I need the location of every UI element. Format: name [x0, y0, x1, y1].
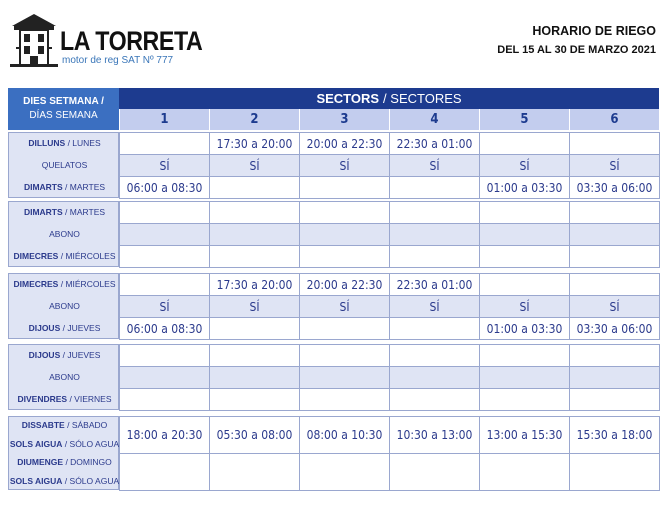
- day-label-ca: DIJOUS: [28, 323, 61, 333]
- schedule-cell: [209, 344, 300, 367]
- schedule-title: HORARIO DE RIEGO: [532, 24, 656, 38]
- day-label: [9, 182, 120, 192]
- schedule-cell: SÍ: [299, 295, 390, 318]
- schedule-cell: [569, 273, 660, 296]
- schedule-cell: SÍ: [479, 295, 570, 318]
- tower-icon: [8, 12, 60, 68]
- schedule-cell: [479, 245, 570, 268]
- day-label-es: ABONO: [49, 372, 80, 382]
- schedule-cell: [569, 132, 660, 155]
- sectors-header-ca: SECTORS: [316, 91, 380, 106]
- schedule-cell: [209, 201, 300, 224]
- day-label: [9, 372, 120, 382]
- day-label: [9, 439, 120, 449]
- schedule-cell: SÍ: [569, 295, 660, 318]
- day-label-es: / SÓLO AGUA: [62, 438, 120, 449]
- schedule-cell: [209, 388, 300, 411]
- schedule-cell: [479, 201, 570, 224]
- schedule-cell: 15:30 a 18:00: [569, 416, 660, 454]
- schedule-dates: DEL 15 AL 30 DE MARZO 2021: [497, 44, 656, 56]
- schedule-cell: 05:30 a 08:00: [209, 416, 300, 454]
- schedule-cell: [479, 344, 570, 367]
- schedule-cell: SÍ: [389, 154, 480, 177]
- schedule-cell: [119, 344, 210, 367]
- schedule-cell: 20:00 a 22:30: [299, 273, 390, 296]
- schedule-cell: [389, 223, 480, 246]
- schedule-cell: [389, 176, 480, 199]
- schedule-cell: [479, 223, 570, 246]
- day-label-es: / JUEVES: [60, 323, 101, 333]
- day-label-ca: DIUMENGE: [17, 457, 64, 468]
- schedule-cell: [389, 245, 480, 268]
- schedule-cell: [389, 453, 480, 491]
- schedule-cell: [389, 388, 480, 411]
- schedule-cell: [209, 223, 300, 246]
- schedule-cell: 13:00 a 15:30: [479, 416, 570, 454]
- schedule-cell: 10:30 a 13:00: [389, 416, 480, 454]
- day-labels-block: [8, 416, 119, 490]
- schedule-cell: [299, 245, 390, 268]
- schedule-cell: 06:00 a 08:30: [119, 317, 210, 340]
- schedule-cell: [389, 366, 480, 389]
- schedule-cell: [389, 344, 480, 367]
- schedule-cell: [569, 366, 660, 389]
- schedule-cell: 18:00 a 20:30: [119, 416, 210, 454]
- schedule-cell: [209, 245, 300, 268]
- schedule-cell: 03:30 a 06:00: [569, 317, 660, 340]
- day-label-es: / MARTES: [62, 207, 106, 217]
- day-label-ca: DIMECRES: [13, 251, 59, 261]
- sector-number-5: 5: [479, 109, 569, 130]
- schedule-cell: SÍ: [479, 154, 570, 177]
- day-labels-block: [8, 201, 119, 267]
- days-header: [8, 88, 119, 130]
- schedule-cell: [569, 245, 660, 268]
- day-label-es: / MARTES: [62, 182, 106, 192]
- schedule-cell: [569, 388, 660, 411]
- day-label-es: / SÁBADO: [64, 420, 108, 431]
- schedule-cell: [299, 388, 390, 411]
- sector-number-2: 2: [209, 109, 299, 130]
- schedule-cell: [389, 201, 480, 224]
- days-header-es: DÍAS SEMANA: [29, 110, 98, 121]
- schedule-cell: [479, 388, 570, 411]
- schedule-cell: 22:30 a 01:00: [389, 273, 480, 296]
- schedule-cell: [479, 366, 570, 389]
- schedule-cell: [479, 273, 570, 296]
- schedule-cell: SÍ: [119, 295, 210, 318]
- schedule-cell: [299, 317, 390, 340]
- schedule-cell: [299, 344, 390, 367]
- sector-number-3: 3: [299, 109, 389, 130]
- day-label-es: / VIERNES: [67, 394, 112, 404]
- schedule-cell: [119, 245, 210, 268]
- schedule-cell: [209, 317, 300, 340]
- day-labels-block: [8, 344, 119, 410]
- schedule-cell: SÍ: [299, 154, 390, 177]
- schedule-cell: 01:00 a 03:30: [479, 176, 570, 199]
- day-label: [9, 160, 120, 170]
- schedule-cell: [299, 201, 390, 224]
- schedule-cell: SÍ: [569, 154, 660, 177]
- day-label: [9, 229, 120, 239]
- schedule-cell: [119, 223, 210, 246]
- day-label-es: / MIÉRCOLES: [58, 279, 116, 289]
- sector-number-6: 6: [569, 109, 659, 130]
- day-label-ca: DILLUNS: [28, 138, 66, 148]
- day-label: [9, 279, 120, 289]
- day-label-ca: DIJOUS: [28, 350, 61, 360]
- day-labels-block: [8, 132, 119, 198]
- day-label: [9, 138, 120, 148]
- schedule-cell: [569, 344, 660, 367]
- schedule-cell: [299, 223, 390, 246]
- brand-name: LA TORRETA: [60, 26, 203, 56]
- day-label: [9, 394, 120, 404]
- day-label: [9, 301, 120, 311]
- sectors-header-es: / SECTORES: [383, 91, 462, 106]
- day-label-ca: SOLS AIGUA: [9, 438, 63, 449]
- schedule-cell: 17:30 a 20:00: [209, 132, 300, 155]
- day-label-es: ABONO: [49, 229, 80, 239]
- day-label-es: / JUEVES: [60, 350, 101, 360]
- days-header-ca: DIES SETMANA /: [23, 96, 104, 107]
- day-label: [9, 251, 120, 261]
- schedule-cell: 08:00 a 10:30: [299, 416, 390, 454]
- schedule-cell: [119, 388, 210, 411]
- schedule-cell: 20:00 a 22:30: [299, 132, 390, 155]
- day-label: [9, 420, 120, 430]
- schedule-cell: SÍ: [389, 295, 480, 318]
- schedule-cell: [119, 273, 210, 296]
- day-label-es: / MIÉRCOLES: [58, 251, 116, 261]
- schedule-cell: [209, 176, 300, 199]
- day-label-ca: DIMARTS: [23, 182, 63, 192]
- sector-number-1: 1: [119, 109, 209, 130]
- schedule-header: [497, 23, 656, 58]
- day-label-ca: DIMARTS: [23, 207, 63, 217]
- schedule-cell: SÍ: [119, 154, 210, 177]
- schedule-cell: [209, 453, 300, 491]
- day-label-es: / DOMINGO: [63, 457, 112, 468]
- day-label-ca: DIVENDRES: [17, 394, 68, 404]
- schedule-cell: [479, 453, 570, 491]
- schedule-cell: [299, 366, 390, 389]
- day-label: [9, 350, 120, 360]
- day-label-ca: DIMECRES: [13, 279, 59, 289]
- sectors-header: [119, 88, 659, 109]
- day-label-es: ABONO: [49, 301, 80, 311]
- schedule-cell: SÍ: [209, 154, 300, 177]
- schedule-cell: 17:30 a 20:00: [209, 273, 300, 296]
- schedule-cell: 06:00 a 08:30: [119, 176, 210, 199]
- schedule-cell: [569, 201, 660, 224]
- logo: [8, 12, 203, 68]
- brand-subtitle: motor de reg SAT Nº 777: [62, 55, 174, 66]
- day-label-es: / LUNES: [65, 138, 101, 148]
- day-labels-block: [8, 273, 119, 339]
- schedule-cell: [119, 132, 210, 155]
- day-label: [9, 323, 120, 333]
- day-label-ca: DISSABTE: [21, 420, 65, 431]
- day-label-es: / SÓLO AGUA: [62, 475, 120, 486]
- schedule-cell: [119, 453, 210, 491]
- schedule-cell: [119, 366, 210, 389]
- schedule-cell: 22:30 a 01:00: [389, 132, 480, 155]
- schedule-cell: [209, 366, 300, 389]
- day-label: [9, 476, 120, 486]
- schedule-cell: [299, 176, 390, 199]
- schedule-cell: SÍ: [209, 295, 300, 318]
- schedule-cell: 01:00 a 03:30: [479, 317, 570, 340]
- schedule-cell: [479, 132, 570, 155]
- schedule-cell: [569, 223, 660, 246]
- sector-number-4: 4: [389, 109, 479, 130]
- schedule-cell: [299, 453, 390, 491]
- day-label-ca: SOLS AIGUA: [9, 475, 63, 486]
- schedule-cell: [389, 317, 480, 340]
- schedule-cell: 03:30 a 06:00: [569, 176, 660, 199]
- schedule-cell: [569, 453, 660, 491]
- day-label: [9, 457, 120, 467]
- day-label: [9, 207, 120, 217]
- schedule-cell: [119, 201, 210, 224]
- day-label-es: QUELATOS: [41, 160, 88, 170]
